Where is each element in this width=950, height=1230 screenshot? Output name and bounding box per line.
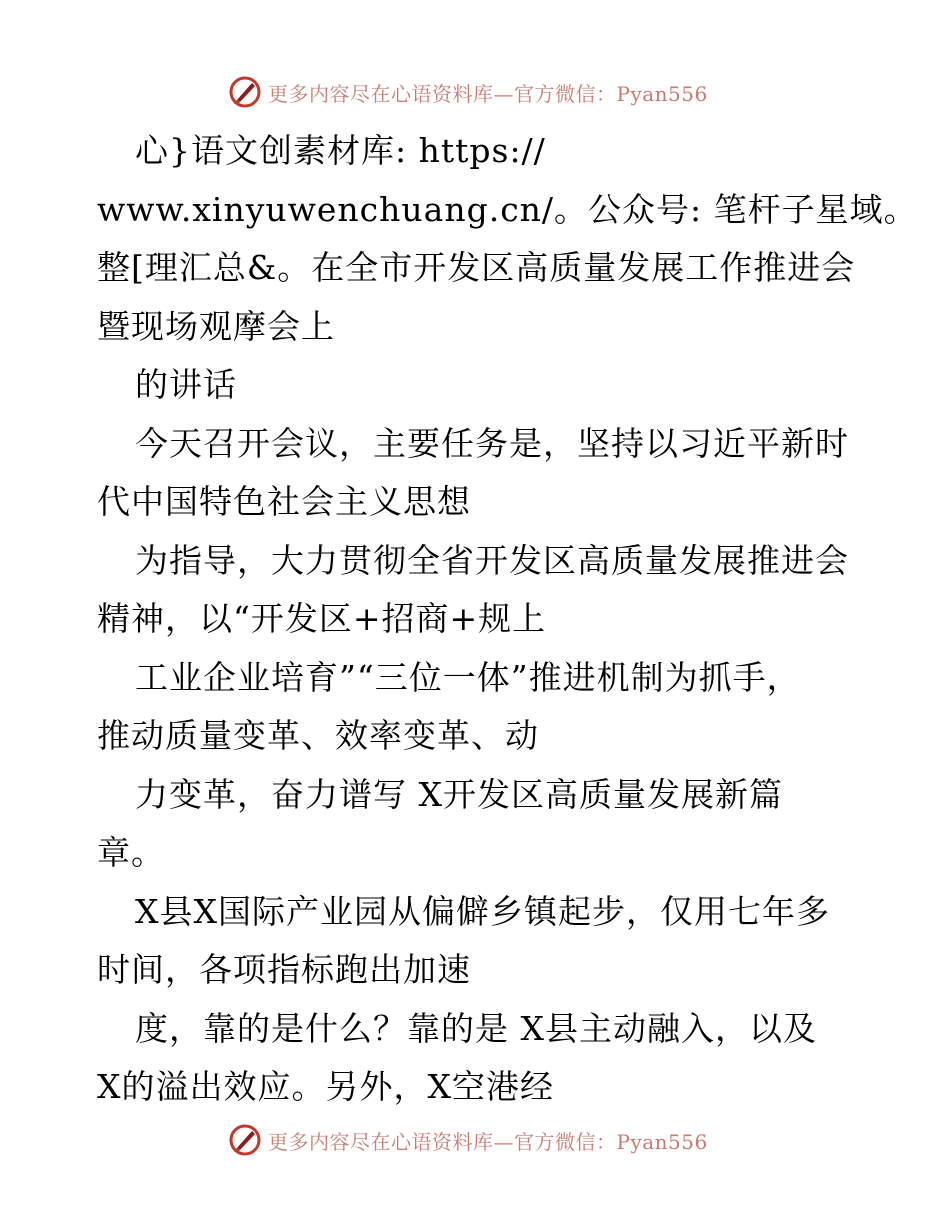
- body-line: 为指导，大力贯彻全省开发区高质量发展推进会: [135, 540, 849, 580]
- body-line: 工业企业培育”“三位一体”推进机制为抓手，: [135, 657, 801, 697]
- body-line: 精神，以“开发区+招商+规上: [97, 599, 547, 638]
- body-line: 度，靠的是什么？靠的是 X县主动融入，以及: [135, 1008, 817, 1048]
- body-line: 整[理汇总&。在全市开发区高质量发展工作推进会: [97, 248, 856, 287]
- footer-banner-text: 更多内容尽在心语资料库—官方微信：Pyan556: [268, 1129, 708, 1154]
- body-line: 的讲话: [135, 365, 237, 404]
- body-line: 推动质量变革、效率变革、动: [97, 716, 539, 755]
- header-banner: [228, 72, 728, 112]
- pen-nib-circle-icon: [228, 1123, 262, 1157]
- body-line: 代中国特色社会主义思想: [97, 482, 471, 521]
- body-line: X的溢出效应。另外，X空港经: [97, 1067, 554, 1106]
- body-line: 今天召开会议，主要任务是，坚持以习近平新时: [135, 423, 849, 463]
- body-line: 力变革，奋力谱写 X开发区高质量发展新篇: [135, 774, 783, 814]
- document-body: [0, 122, 950, 1117]
- footer-banner: [228, 1120, 728, 1160]
- pen-nib-circle-icon: [228, 75, 262, 109]
- body-line: X县X国际产业园从偏僻乡镇起步，仅用七年多: [135, 891, 830, 931]
- body-line: 暨现场观摩会上: [97, 306, 335, 346]
- body-line: 时间，各项指标跑出加速: [97, 950, 471, 989]
- header-banner-text: 更多内容尽在心语资料库—官方微信：Pyan556: [268, 81, 708, 106]
- body-line: 章。: [97, 833, 165, 872]
- body-line: www.xinyuwenchuang.cn/。公众号: 笔杆子星域。: [97, 189, 918, 229]
- body-line: 心}语文创素材库: https://: [135, 131, 546, 170]
